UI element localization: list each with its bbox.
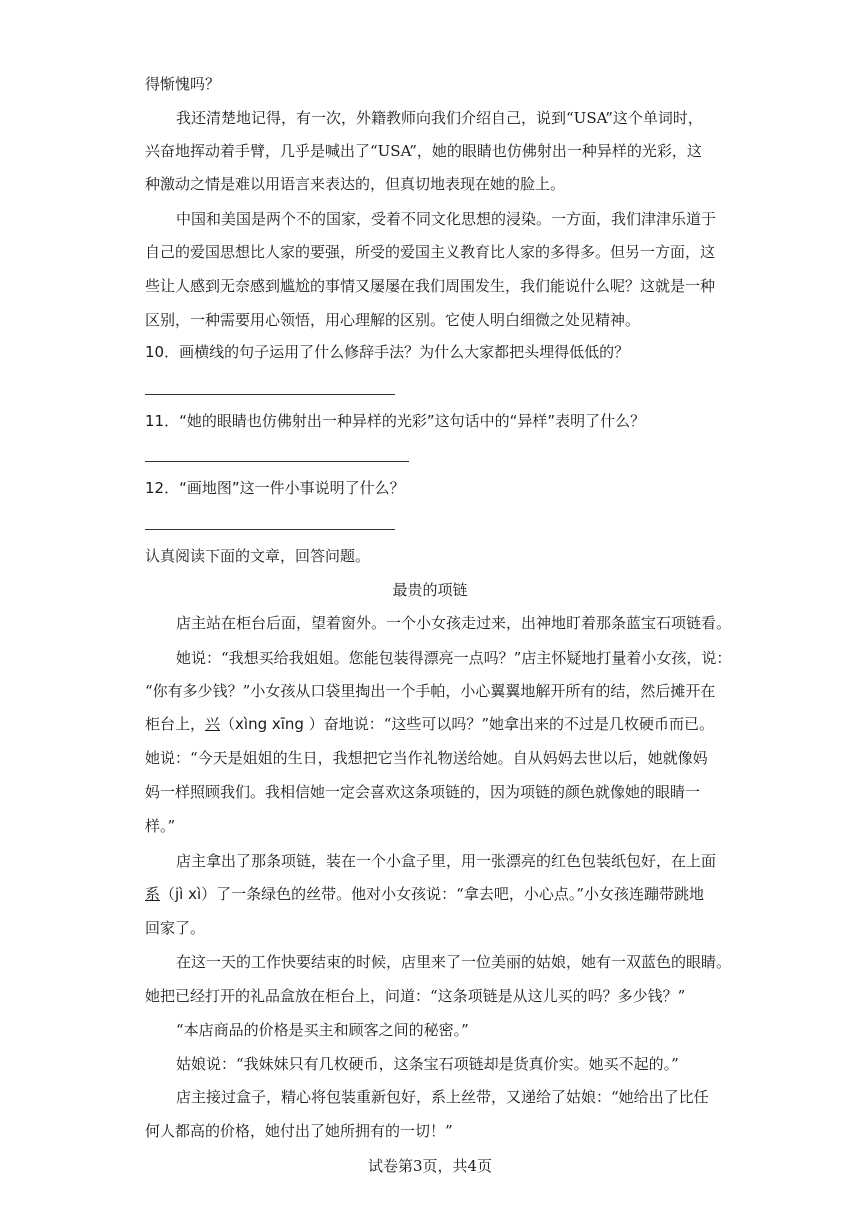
- paragraph-line: 姑娘说：“我妹妹只有几枚硬币，这条宝石项链却是货真价实。她买不起的。”: [176, 1055, 679, 1073]
- pinyin-choice: （xìng xīng ）: [220, 715, 324, 733]
- paragraph-line: 妈一样照顾我们。我相信她一定会喜欢这条项链的，因为项链的颜色就像她的眼睛一: [145, 783, 701, 801]
- question-12: 12．“画地图”这一件小事说明了什么？: [145, 479, 405, 497]
- paragraph-line: 她说：“今天是姐姐的生日，我想把它当作礼物送给她。自从妈妈去世以后，她就像妈: [145, 749, 708, 767]
- paragraph-line: 区别，一种需要用心领悟，用心理解的区别。它使人明白细微之处见精神。: [145, 311, 641, 329]
- paragraph-line: 在这一天的工作快要结束的时候，店里来了一位美丽的姑娘，她有一双蓝色的眼睛。: [176, 953, 732, 971]
- paragraph-line: 自己的爱国思想比人家的要强，所受的爱国主义教育比人家的多得多。但另一方面，这: [145, 243, 716, 261]
- paragraph-line: 得惭愧吗？: [145, 75, 221, 93]
- paragraph-line: “本店商品的价格是买主和顾客之间的秘密。”: [176, 1021, 469, 1039]
- line-text: 柜台上，: [145, 715, 206, 733]
- answer-line-10[interactable]: [145, 394, 395, 395]
- paragraph-line: 兴奋地挥动着手臂，几乎是喊出了“USA”，她的眼睛也仿佛射出一种异样的光彩，这: [145, 142, 702, 160]
- paragraph-line: 何人都高的价格，她付出了她所拥有的一切！”: [145, 1122, 453, 1140]
- paragraph-line: 中国和美国是两个不的国家，受着不同文化思想的浸染。一方面，我们津津乐道于: [176, 210, 717, 228]
- line-text: 了一条绿色的丝带。他对小女孩说：“拿去吧，小心点。”小女孩连蹦带跳地: [216, 885, 705, 903]
- paragraph-line: 她说：“我想买给我姐姐。您能包装得漂亮一点吗？”店主怀疑地打量着小女孩，说：: [176, 649, 732, 667]
- paragraph-line: 种激动之情是难以用语言来表达的，但真切地表现在她的脸上。: [145, 175, 566, 193]
- line-text: 奋地说：“这些可以吗？”她拿出来的不过是几枚硬币而已。: [323, 715, 715, 733]
- paragraph-line: 回家了。: [145, 919, 206, 937]
- paragraph-line: 店主接过盒子，精心将包装重新包好，系上丝带，又递给了姑娘：“她给出了比任: [176, 1088, 709, 1106]
- paragraph-line: [145, 714, 714, 734]
- paragraph-line: “你有多少钱？”小女孩从口袋里掏出一个手帕，小心翼翼地解开所有的结，然后摊开在: [145, 682, 716, 700]
- paragraph-line: 些让人感到无奈感到尴尬的事情又屡屡在我们周围发生，我们能说什么呢？这就是一种: [145, 277, 716, 295]
- story-title: 最贵的项链: [392, 581, 468, 599]
- answer-line-11[interactable]: [145, 461, 409, 462]
- paragraph-line: [145, 884, 704, 904]
- question-11: 11．“她的眼睛也仿佛射出一种异样的光彩”这句话中的“异样”表明了什么？: [145, 412, 646, 430]
- page-footer: 试卷第3页，共4页: [367, 1157, 493, 1175]
- underlined-character: 系: [145, 885, 161, 903]
- paragraph-line: 店主站在柜台后面，望着窗外。一个小女孩走过来，出神地盯着那条蓝宝石项链看。: [176, 614, 732, 632]
- paragraph-line: 我还清楚地记得，有一次，外籍教师向我们介绍自己，说到“USA”这个单词时，: [176, 109, 703, 127]
- reading-instruction: 认真阅读下面的文章，回答问题。: [145, 547, 371, 565]
- paragraph-line: 她把已经打开的礼品盒放在柜台上，问道：“这条项链是从这儿买的吗？多少钱？”: [145, 987, 686, 1005]
- pinyin-choice: （jì xì）: [160, 885, 217, 903]
- question-10: 10．画横线的句子运用了什么修辞手法？为什么大家都把头埋得低低的？: [145, 343, 630, 361]
- underlined-character: 兴: [205, 715, 221, 733]
- answer-line-12[interactable]: [145, 529, 395, 530]
- paragraph-line: 店主拿出了那条项链，装在一个小盒子里，用一张漂亮的红色包装纸包好，在上面: [176, 852, 717, 870]
- paragraph-line: 样。”: [145, 817, 176, 835]
